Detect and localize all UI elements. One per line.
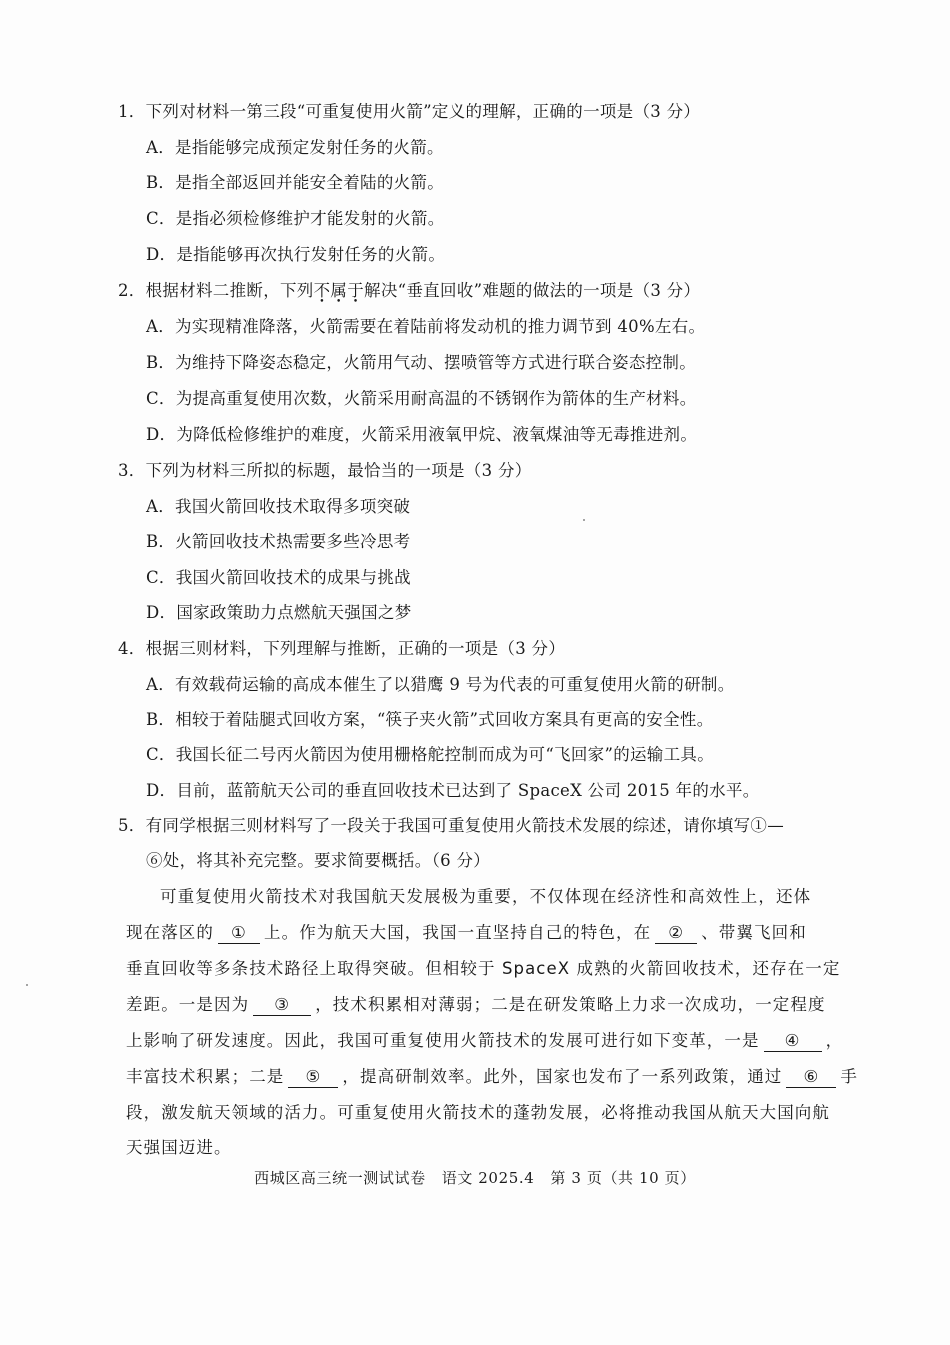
- passage-text: 、带翼飞回和: [701, 923, 807, 942]
- question-4-option-d: D．目前，蓝箭航天公司的垂直回收技术已达到了 SpaceX 公司 2015 年的水平。: [146, 781, 760, 800]
- passage-text: ，技术积累相对薄弱；二是在研发策略上力求一次成功，一定程度: [315, 995, 826, 1014]
- passage-line-8: 天强国迈进。: [126, 1138, 232, 1157]
- question-3-option-a: A．我国火箭回收技术取得多项突破: [146, 497, 411, 516]
- question-4-option-a: A．有效载荷运输的高成本催生了以猎鹰 9 号为代表的可重复使用火箭的研制。: [146, 675, 735, 694]
- question-3-option-d: D．国家政策助力点燃航天强国之梦: [146, 603, 412, 622]
- blank-5[interactable]: ⑤: [288, 1067, 338, 1088]
- question-5-stem-line1: 5．有同学根据三则材料写了一段关于我国可重复使用火箭技术发展的综述，请你填写①—: [118, 816, 784, 835]
- passage-line-3: 垂直回收等多条技术路径上取得突破。但相较于 SpaceX 成熟的火箭回收技术，还存在一定: [126, 959, 841, 978]
- question-3-option-c: C．我国火箭回收技术的成果与挑战: [146, 568, 411, 587]
- blank-4[interactable]: ④: [764, 1031, 822, 1052]
- blank-3[interactable]: ③: [253, 995, 311, 1016]
- passage-text: 差距。一是因为: [126, 995, 250, 1014]
- question-4-stem: 4．根据三则材料，下列理解与推断，正确的一项是（3 分）: [118, 639, 566, 658]
- passage-line-1: 可重复使用火箭技术对我国航天发展极为重要，不仅体现在经济性和高效性上，还体: [160, 887, 812, 906]
- question-2-stem: [118, 280, 700, 302]
- page-number: 第 3 页（共 10 页）: [550, 1169, 696, 1187]
- emphasis-char: 不: [313, 281, 331, 300]
- question-1-option-c: C．是指必须检修维护才能发射的火箭。: [146, 209, 445, 228]
- page-footer: [0, 1167, 950, 1188]
- passage-text: 上影响了研发速度。因此，我国可重复使用火箭技术的发展可进行如下变革，一是: [126, 1031, 760, 1050]
- question-2-option-a: A．为实现精准降落，火箭需要在着陆前将发动机的推力调节到 40%左右。: [146, 317, 706, 336]
- question-2-option-d: D．为降低检修维护的难度，火箭采用液氧甲烷、液氧煤油等无毒推进剂。: [146, 425, 698, 444]
- passage-text: ，: [825, 1031, 844, 1050]
- question-1-option-d: D．是指能够再次执行发射任务的火箭。: [146, 245, 446, 264]
- question-1-option-a: A．是指能够完成预定发射任务的火箭。: [146, 138, 444, 157]
- passage-line-7: 段，激发航天领域的活力。可重复使用火箭技术的蓬勃发展，必将推动我国从航天大国向航: [126, 1103, 830, 1122]
- passage-line-6: [126, 1066, 858, 1088]
- passage-text: 丰富技术积累；二是: [126, 1067, 285, 1086]
- passage-text: ，提高研制效率。此外，国家也发布了一系列政策，通过: [342, 1067, 783, 1086]
- subject-date: 语文 2025.4: [441, 1169, 535, 1187]
- exam-title: 西城区高三统一测试试卷: [254, 1169, 426, 1187]
- passage-text: 现在落区的: [126, 923, 214, 942]
- question-3-option-b: B．火箭回收技术热需要多些冷思考: [146, 532, 411, 551]
- scan-speck: [26, 984, 28, 986]
- scan-speck: [583, 519, 585, 521]
- emphasis-char: 于: [347, 281, 365, 300]
- question-2-stem-start: 2．根据材料二推断，下列: [118, 281, 314, 300]
- emphasis-char: 属: [330, 281, 348, 300]
- question-2-option-b: B．为维持下降姿态稳定，火箭用气动、摆喷管等方式进行联合姿态控制。: [146, 353, 697, 372]
- passage-text: 上。作为航天大国，我国一直坚持自己的特色，在: [264, 923, 652, 942]
- question-2-option-c: C．为提高重复使用次数，火箭采用耐高温的不锈钢作为箭体的生产材料。: [146, 389, 697, 408]
- passage-line-4: [126, 994, 826, 1016]
- passage-line-2: [126, 922, 807, 944]
- blank-6[interactable]: ⑥: [786, 1067, 836, 1088]
- question-1-stem: 1．下列对材料一第三段“可重复使用火箭”定义的理解，正确的一项是（3 分）: [118, 102, 701, 121]
- passage-text: 手: [840, 1067, 859, 1086]
- question-4-option-c: C．我国长征二号丙火箭因为使用栅格舵控制而成为可“飞回家”的运输工具。: [146, 745, 714, 764]
- question-2-stem-end: 解决“垂直回收”难题的做法的一项是（3 分）: [364, 281, 701, 300]
- question-1-option-b: B．是指全部返回并能安全着陆的火箭。: [146, 173, 445, 192]
- question-5-stem-line2: ⑥处，将其补充完整。要求简要概括。（6 分）: [146, 851, 491, 870]
- blank-2[interactable]: ②: [655, 923, 697, 944]
- question-4-option-b: B．相较于着陆腿式回收方案，“筷子夹火箭”式回收方案具有更高的安全性。: [146, 710, 714, 729]
- question-3-stem: 3．下列为材料三所拟的标题，最恰当的一项是（3 分）: [118, 461, 532, 480]
- passage-line-5: [126, 1030, 843, 1052]
- blank-1[interactable]: ①: [218, 923, 260, 944]
